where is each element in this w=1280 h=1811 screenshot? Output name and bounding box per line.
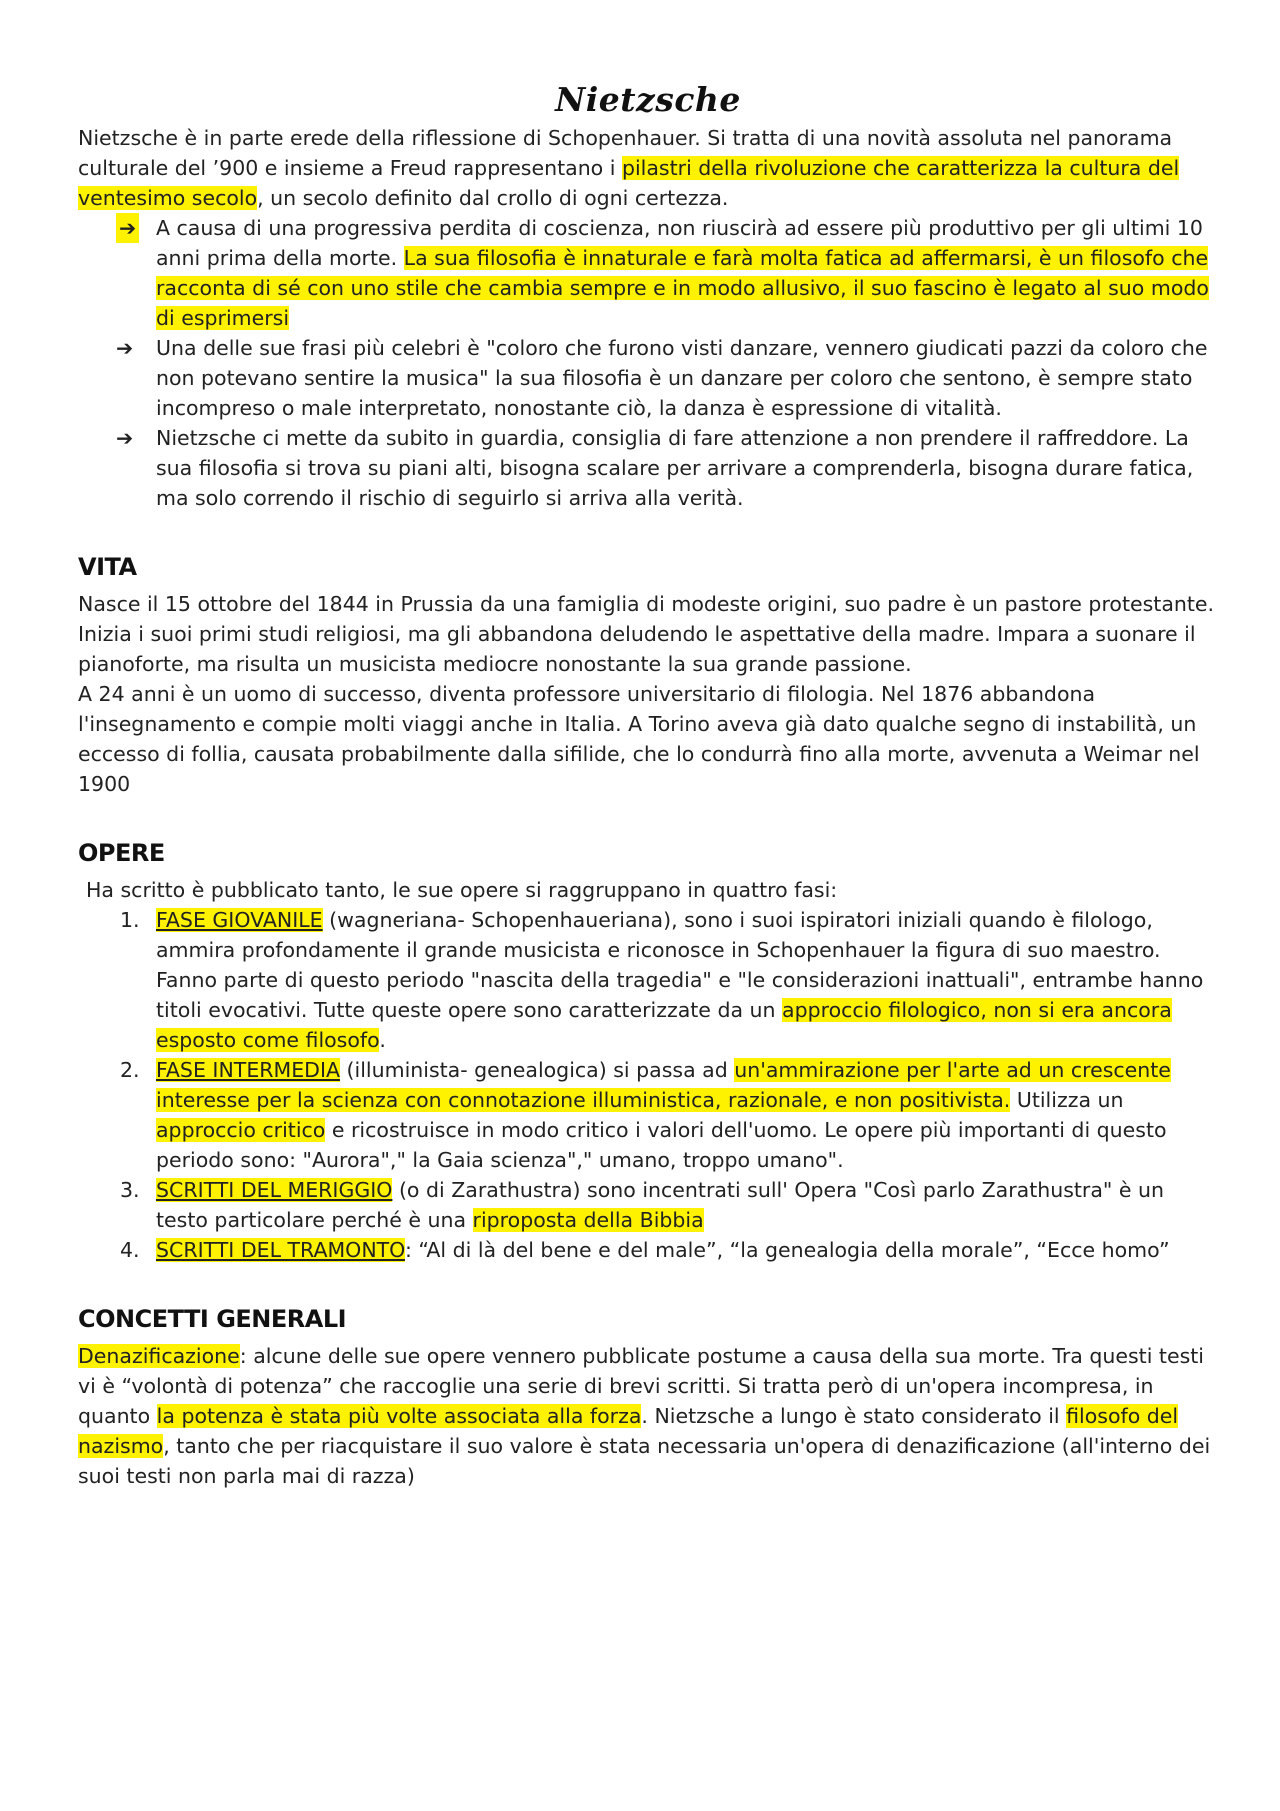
- concetti-highlight-3: filosofo del nazismo: [78, 1404, 1179, 1458]
- vita-paragraph-2: A 24 anni è un uomo di successo, diventa professore universitario di filologia. Nel 1876 abbandona l'insegnamento e compie molti viaggi anche in Italia. A Torino aveva già dato qualche segno di instabilità, un eccesso di follia, causata probabilmente dalla sifilide, che lo condurrà fino alla morte, avvenuta a Weimar nel 1900: [78, 682, 1200, 796]
- concetti-text-2: . Nietzsche a lungo è stato considerato il: [641, 1404, 1067, 1428]
- intro-text-1: Nietzsche è in parte erede della riflessione di Schopenhauer. Si tratta di una novità assoluta nel panorama culturale del ’900 e insieme a Freud rappresentano i: [78, 126, 1173, 180]
- phase-highlight: un'ammirazione per l'arte ad un crescente interesse per la scienza con connotazione illuministica, razionale, e non positivista.: [156, 1058, 1171, 1112]
- list-number: 3.: [120, 1178, 140, 1202]
- concetti-text-3: , tanto che per riacquistare il suo valore è stata necessaria un'opera di denazificazione (all'interno dei suoi testi non parla mai di razza): [78, 1434, 1211, 1488]
- phase-text-3: e ricostruisce in modo critico i valori dell'uomo. Le opere più importanti di questo periodo sono: "Aurora"," la Gaia scienza"," umano, troppo umano".: [156, 1118, 1167, 1172]
- concetti-highlight-2: la potenza è stata più volte associata alla forza: [156, 1404, 642, 1428]
- intro-highlight: pilastri della rivoluzione che caratterizza la cultura del ventesimo secolo: [78, 156, 1180, 210]
- opere-item-2: [78, 1055, 1218, 1175]
- phase-label: SCRITTI DEL TRAMONTO: [156, 1238, 405, 1262]
- arrow-icon: ➔: [116, 213, 139, 243]
- bullet-item-1: [78, 213, 1218, 333]
- bullet-2-text: Una delle sue frasi più celebri è "coloro che furono visti danzare, vennero giudicati pazzi da coloro che non potevano sentire la musica" la sua filosofia è un danzare per coloro che sentono, è sempre stato incompreso o male interpretato, nonostante ciò, la danza è espressione di vitalità.: [156, 336, 1208, 420]
- document-page: [78, 80, 1218, 1491]
- vita-paragraph-1: Nasce il 15 ottobre del 1844 in Prussia da una famiglia di modeste origini, suo padre è un pastore protestante. Inizia i suoi primi studi religiosi, ma gli abbandona deludendo le aspettative della madre. Impara a suonare il pianoforte, ma risulta un musicista mediocre nonostante la sua grande passione.: [78, 592, 1215, 676]
- section-heading-concetti: CONCETTI GENERALI: [78, 1305, 347, 1333]
- arrow-icon: ➔: [116, 336, 134, 360]
- phase-text: : “Al di là del bene e del male”, “la genealogia della morale”, “Ecce homo”: [404, 1238, 1170, 1262]
- concetti-text-1: : alcune delle sue opere vennero pubblicate postume a causa della sua morte. Tra questi testi vi è “volontà di potenza” che raccoglie una serie di brevi scritti. Si tratta però di un'opera incompresa, in quanto: [78, 1344, 1204, 1428]
- phase-text-2: Utilizza un: [1010, 1088, 1124, 1112]
- opere-item-1: [78, 905, 1218, 1055]
- arrow-icon: ➔: [116, 426, 134, 450]
- opere-list: [78, 905, 1218, 1265]
- bullet-1-highlight: La sua filosofia è innaturale e farà molta fatica ad affermarsi, è un filosofo che racconta di sé con uno stile che cambia sempre e in modo allusivo, il suo fascino è legato al suo modo di esprimersi: [156, 246, 1209, 330]
- list-number: 2.: [120, 1058, 140, 1082]
- section-heading-opere: OPERE: [78, 839, 165, 867]
- phase-label: FASE GIOVANILE: [156, 908, 323, 932]
- phase-text: (wagneriana- Schopenhaueriana), sono i suoi ispiratori iniziali quando è filologo, ammira profondamente il grande musicista e riconosce in Schopenhauer la figura di suo maestro. Fanno parte di questo periodo "nascita della tragedia" e "le considerazioni inattuali", entrambe hanno titoli evocativi. Tutte queste opere sono caratterizzate da un: [156, 908, 1204, 1022]
- phase-label: SCRITTI DEL MERIGGIO: [156, 1178, 393, 1202]
- phase-highlight-2: approccio critico: [156, 1118, 326, 1142]
- phase-text-end: .: [379, 1028, 386, 1052]
- opere-intro: Ha scritto è pubblicato tanto, le sue opere si raggruppano in quattro fasi:: [86, 878, 838, 902]
- bullet-item-2: [78, 333, 1218, 423]
- bullet-item-3: [78, 423, 1218, 513]
- page-title: Nietzsche: [555, 80, 741, 119]
- phase-text: (o di Zarathustra) sono incentrati sull' Opera "Così parlo Zarathustra" è un testo particolare perché è una: [156, 1178, 1164, 1232]
- list-number: 1.: [120, 908, 140, 932]
- opere-item-3: [78, 1175, 1218, 1235]
- phase-label: FASE INTERMEDIA: [156, 1058, 341, 1082]
- phase-text: (illuminista- genealogica) si passa ad: [340, 1058, 735, 1082]
- bullet-1-text: A causa di una progressiva perdita di coscienza, non riuscirà ad essere più produttivo per gli ultimi 10 anni prima della morte.: [156, 216, 1203, 270]
- bullet-list: [78, 213, 1218, 513]
- bullet-3-text: Nietzsche ci mette da subito in guardia, consiglia di fare attenzione a non prendere il raffreddore. La sua filosofia si trova su piani alti, bisogna scalare per arrivare a comprenderla, bisogna durare fatica, ma solo correndo il rischio di seguirlo si arriva alla verità.: [156, 426, 1194, 510]
- list-number: 4.: [120, 1238, 140, 1262]
- phase-highlight: approccio filologico, non si era ancora esposto come filosofo: [156, 998, 1172, 1052]
- concetti-highlight-1: Denazificazione: [78, 1344, 240, 1368]
- intro-paragraph: [78, 123, 1218, 213]
- phase-highlight: riproposta della Bibbia: [472, 1208, 704, 1232]
- opere-item-4: [78, 1235, 1218, 1265]
- concetti-paragraph: [78, 1341, 1218, 1491]
- section-heading-vita: VITA: [78, 553, 137, 581]
- intro-text-2: , un secolo definito dal crollo di ogni certezza.: [257, 186, 729, 210]
